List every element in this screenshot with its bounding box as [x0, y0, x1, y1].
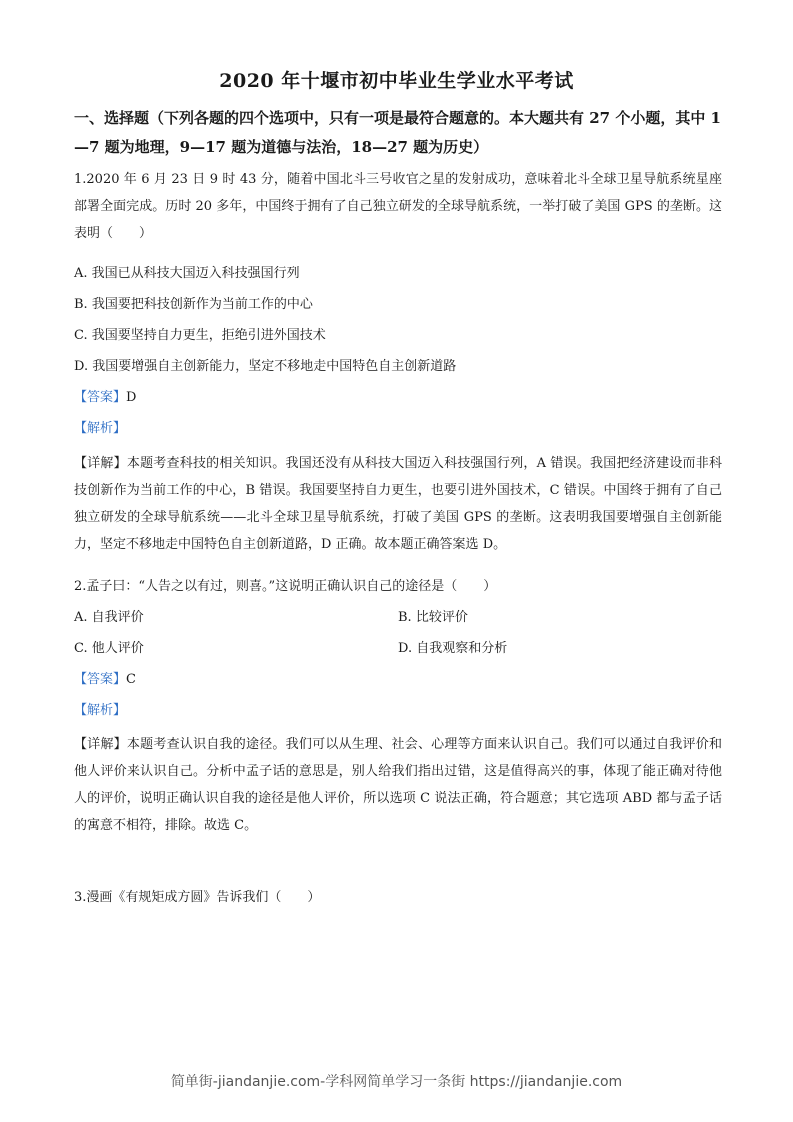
- question-1-option-c: C. 我国要坚持自力更生，拒绝引进外国技术: [74, 328, 326, 343]
- question-1-option-b: B. 我国要把科技创新作为当前工作的中心: [74, 297, 313, 312]
- detail-text: 本题考查科技的相关知识。我国还没有从科技大国迈入科技强国行列，A 错误。我国把经济建设而非科技创新作为当前工作的中心，B 错误。我国要坚持自力更生，也要引进外国技术，C 错误。中国终于拥有了自己独立研发的全球导航系统——北斗全球卫星导航系统，打破了美国 GPS 的垄断。这表明我国要增强自主创新能力，坚定不移地走中国特色自主创新道路，D 正确。故本题正确答案选 D。: [74, 456, 722, 552]
- question-1-option-a: A. 我国已从科技大国迈入科技强国行列: [74, 266, 300, 281]
- question-1-stem: 1.2020 年 6 月 23 日 9 时 43 分，随着中国北斗三号收官之星的发射成功，意味着北斗全球卫星导航系统星座部署全面完成。历时 20 多年，中国终于拥有了自己独立研发的全球导航系统，一举打破了美国 GPS 的垄断。这表明（ ）: [74, 172, 722, 241]
- detail-label: 【详解】: [74, 456, 127, 471]
- question-2-analysis-label: 【解析】: [74, 703, 127, 718]
- question-2-option-a: A. 自我评价: [74, 610, 144, 625]
- answer-label: 【答案】: [74, 390, 127, 405]
- page-title: 2020 年十堰市初中毕业生学业水平考试: [219, 70, 574, 92]
- question-2-answer: [74, 670, 136, 690]
- detail-label: 【详解】: [74, 737, 127, 752]
- question-1-option-d: D. 我国要增强自主创新能力，坚定不移地走中国特色自主创新道路: [74, 359, 457, 374]
- answer-value: D: [126, 390, 137, 405]
- question-1-detail: [74, 450, 722, 558]
- question-2-option-b: B. 比较评价: [398, 610, 468, 625]
- detail-text: 本题考查认识自我的途径。我们可以从生理、社会、心理等方面来认识自己。我们可以通过自我评价和他人评价来认识自己。分析中孟子话的意思是，别人给我们指出过错，这是值得高兴的事，体现了能正确对待他人的评价，说明正确认识自我的途径是他人评价，所以选项 C 说法正确，符合题意；其它选项 ABD 都与孟子话的寓意不相符，排除。故选 C。: [74, 737, 722, 833]
- section-heading: 一、选择题（下列各题的四个选项中，只有一项是最符合题意的。本大题共有 27 个小题，其中 1—7 题为地理，9—17 题为道德与法治，18—27 题为历史）: [74, 109, 721, 156]
- answer-value: C: [126, 672, 136, 687]
- answer-label: 【答案】: [74, 672, 127, 687]
- question-2-detail: [74, 731, 722, 839]
- question-2-stem: 2.孟子曰：“人告之以有过，则喜。”这说明正确认识自己的途径是（ ）: [74, 579, 497, 594]
- question-3-stem: 3.漫画《有规矩成方圆》告诉我们（ ）: [74, 890, 321, 905]
- page-footer: 简单街-jiandanjie.com-学科网简单学习一条街 https://jiandanjie.com: [170, 1074, 623, 1090]
- question-2-option-d: D. 自我观察和分析: [398, 641, 508, 656]
- question-1-answer: [74, 388, 136, 408]
- question-2-option-c: C. 他人评价: [74, 641, 144, 656]
- question-1-analysis-label: 【解析】: [74, 421, 127, 436]
